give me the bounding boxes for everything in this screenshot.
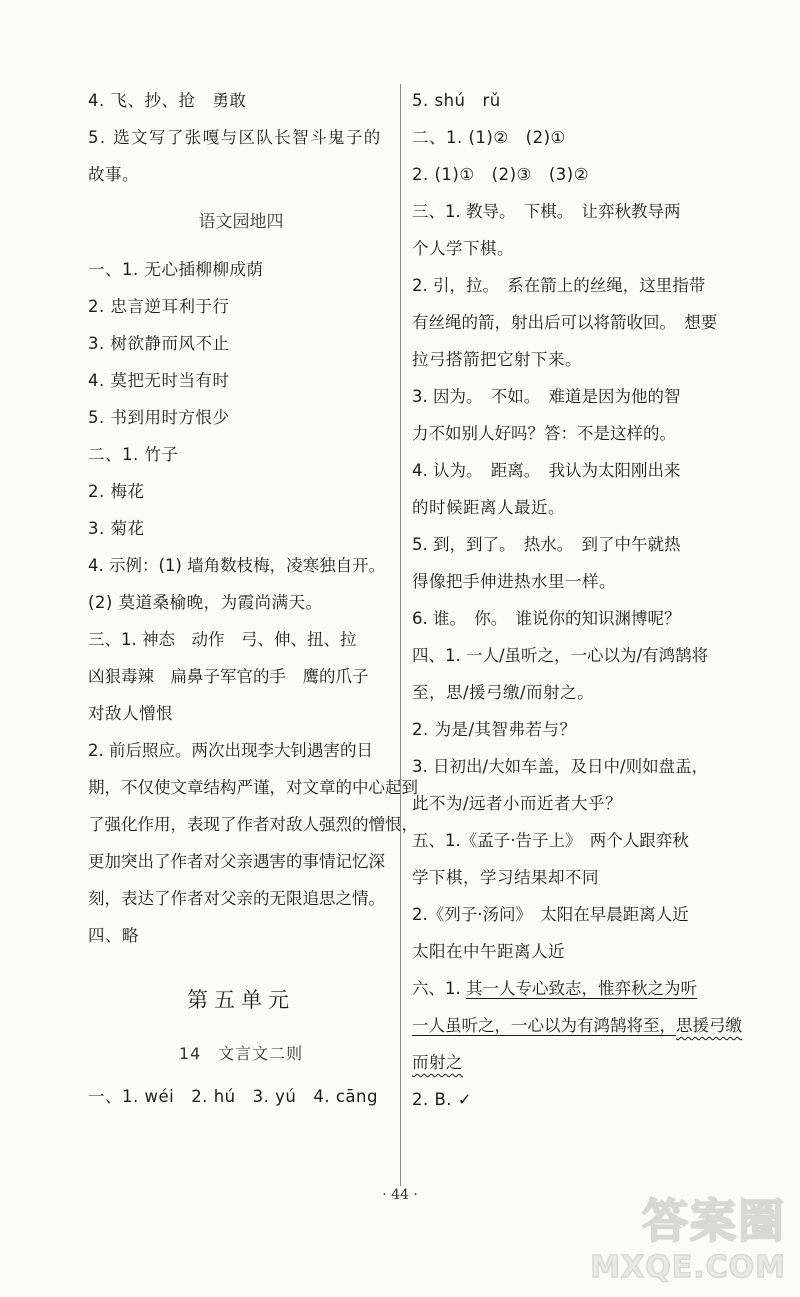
underlined-answer: 其一人专心致志，惟弈秋之为听	[466, 979, 697, 998]
answer-line: 更加突出了作者对父亲遇害的事情记忆深	[88, 852, 385, 871]
answer-line: 2. 梅花	[88, 482, 145, 501]
answer-line: 三、1. 神态 动作 弓、伸、扭、拉	[88, 630, 357, 649]
answer-line: 2. 为是/其智弗若与？	[412, 720, 577, 739]
wavy-underlined-answer: 而射之	[412, 1053, 463, 1072]
answer-line: 的时候距离人最近。	[412, 498, 565, 517]
answer-line: 4. 示例：(1) 墙角数枝梅，凌寒独自开。	[88, 556, 386, 575]
answer-line: 此不为/远者小而近者大乎？	[412, 794, 623, 813]
answer-line: 3. 树欲静而风不止	[88, 334, 230, 353]
lesson-title: 14 文言文二则	[178, 1044, 304, 1063]
answer-line: 二、1. (1)② (2)①	[412, 128, 566, 147]
underlined-answer: 一人虽听之，一心以为有鸿鹄将至，	[412, 1016, 676, 1035]
answer-line: 一、1. 无心插柳柳成荫	[88, 260, 264, 279]
answer-line: 一、1. wéi 2. hú 3. yú 4. cāng	[88, 1087, 378, 1106]
answer-line: 2. B. ✓	[412, 1090, 473, 1109]
answer-line: (2) 莫道桑榆晚，为霞尚满天。	[88, 593, 323, 612]
question-prefix: 六、1.	[412, 979, 466, 998]
answer-line	[412, 1007, 768, 1044]
column-divider	[400, 84, 401, 1186]
answer-line	[412, 970, 768, 1007]
answer-line: 了强化作用，表现了作者对敌人强烈的憎恨，	[88, 815, 418, 834]
wavy-underlined-answer: 思援弓缴	[676, 1016, 742, 1035]
answer-line: 太阳在中午距离人近	[412, 942, 565, 961]
answer-line: 期，不仅使文章结构严谨，对文章的中心起到	[88, 778, 418, 797]
answer-line: 5. 书到用时方恨少	[88, 408, 230, 427]
left-column	[88, 82, 418, 1115]
answer-line: 2. 引，拉。 系在箭上的丝绳，这里指带	[412, 276, 706, 295]
answer-line: 3. 菊花	[88, 519, 145, 538]
answer-line: 5. 到，到了。 热水。 到了中午就热	[412, 535, 681, 554]
answer-line: 得像把手伸进热水里一样。	[412, 572, 616, 591]
answer-line: 四、略	[88, 926, 139, 945]
answer-line	[412, 1044, 768, 1081]
answer-line: 3. 因为。 不如。 难道是因为他的智	[412, 387, 681, 406]
answer-line: 2. (1)① (2)③ (3)②	[412, 165, 589, 184]
answer-line: 有丝绳的箭，射出后可以将箭收回。 想要	[412, 313, 718, 332]
answer-line: 五、1.《孟子·告子上》 两个人跟弈秋	[412, 831, 689, 850]
answer-line: 力不如别人好吗？答：不是这样的。	[412, 424, 676, 443]
page-number: · 44 ·	[382, 1187, 418, 1203]
right-column	[412, 82, 768, 1118]
answer-line: 拉弓搭箭把它射下来。	[412, 350, 582, 369]
unit-title: 第五单元	[187, 988, 295, 1012]
answer-line: 三、1. 教导。 下棋。 让弈秋教导两	[412, 202, 681, 221]
answer-line: 刻，表达了作者对父亲的无限追思之情。	[88, 889, 385, 908]
answer-line: 4. 认为。 距离。 我认为太阳刚出来	[412, 461, 681, 480]
answer-line: 对敌人憎恨	[88, 704, 173, 723]
answer-line: 至，思/援弓缴/而射之。	[412, 683, 595, 702]
watermark-logo: 答案圈	[642, 1194, 786, 1248]
answer-line: 5. shú rǔ	[412, 91, 501, 110]
answer-line: 四、1. 一人/虽听之，一心以为/有鸿鹄将	[412, 646, 709, 665]
answer-line: 个人学下棋。	[412, 239, 514, 258]
answer-line: 4. 飞、抄、抢 勇敢	[88, 91, 247, 110]
answer-line: 2. 忠言逆耳利于行	[88, 297, 230, 316]
answer-line: 4. 莫把无时当有时	[88, 371, 230, 390]
answer-line: 6. 谁。 你。 谁说你的知识渊博呢？	[412, 609, 681, 628]
answer-line: 2. 前后照应。两次出现李大钊遇害的日	[88, 741, 373, 760]
answer-line: 故事。	[88, 165, 139, 184]
answer-line: 二、1. 竹子	[88, 445, 179, 464]
watermark	[576, 1185, 786, 1285]
answer-line: 凶狠毒辣 扁鼻子军官的手 鹰的爪子	[88, 667, 369, 686]
answer-line: 2.《列子·汤问》 太阳在早晨距离人近	[412, 905, 689, 924]
answer-line: 学下棋，学习结果却不同	[412, 868, 599, 887]
answer-line: 3. 日初出/大如车盖，及日中/则如盘盂，	[412, 757, 709, 776]
section-title: 语文园地四	[198, 212, 284, 232]
watermark-url: MXQE.COM	[590, 1250, 786, 1285]
answer-line: 5. 选文写了张嘎与区队长智斗鬼子的	[88, 128, 382, 147]
